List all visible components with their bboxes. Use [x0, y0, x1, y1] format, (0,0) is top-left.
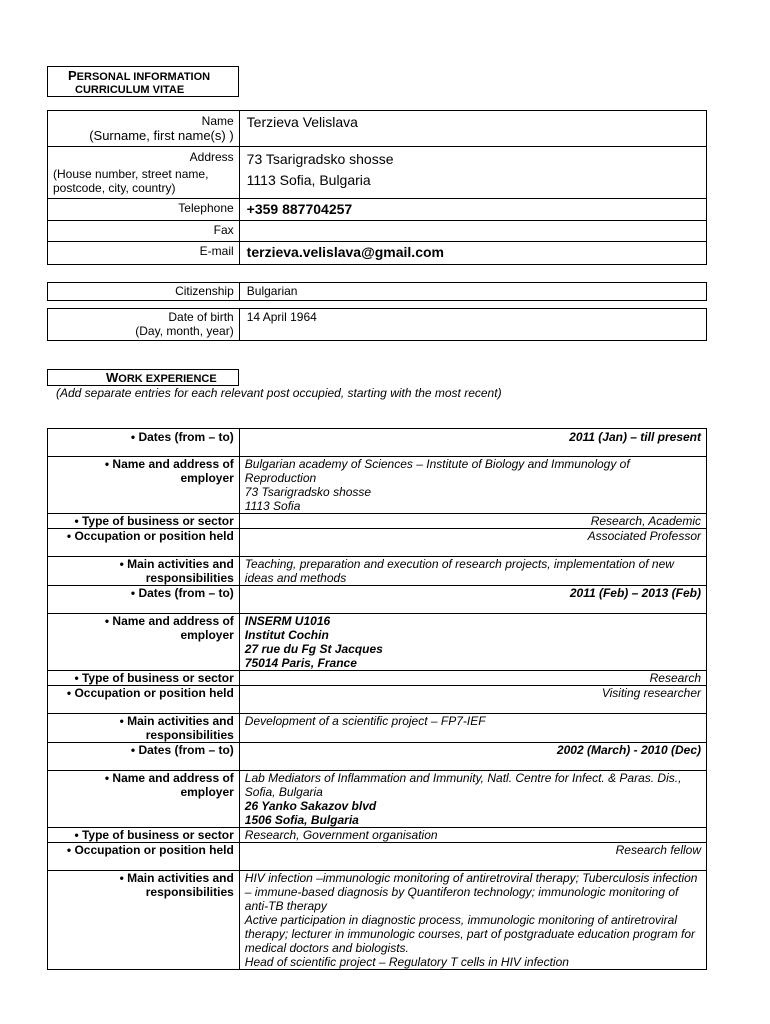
address-row [48, 147, 707, 199]
entry2-employer-row [48, 614, 707, 671]
telephone-value: +359 887704257 [239, 199, 706, 221]
entry2-dates-label: • Dates (from – to) [48, 586, 240, 614]
entry3-business: Research, Government organisation [239, 828, 706, 843]
entry1-dates: 2011 (Jan) – till present [239, 429, 706, 457]
entry3-business-row [48, 828, 707, 843]
name-label-cell [48, 111, 240, 147]
fax-row [48, 221, 707, 242]
email-row [48, 242, 707, 265]
entry3-occupation: Research fellow [239, 843, 706, 871]
entry3-employer-line: Lab Mediators of Inflammation and Immunity, Natl. Centre for Infect. & Paras. Dis., Sofia, Bulgaria [244, 771, 682, 799]
fax-value [239, 221, 706, 242]
address-label-cell [48, 147, 240, 199]
address-label: Address [189, 150, 234, 164]
work-experience-note: (Add separate entries for each relevant post occupied, starting with the most recent) [56, 386, 502, 400]
entry2-occupation-label: • Occupation or position held [48, 686, 240, 714]
entry3-occupation-label: • Occupation or position held [48, 843, 240, 871]
entry1-occupation-label: • Occupation or position held [48, 529, 240, 557]
personal-info-heading [47, 66, 239, 97]
entry2-employer-line: 75014 Paris, France [244, 656, 357, 670]
fax-label: Fax [48, 221, 240, 242]
address-sub-label: (House number, street name, postcode, city, country) [53, 167, 209, 195]
entry1-dates-label: • Dates (from – to) [48, 429, 240, 457]
entry2-occupation-row [48, 686, 707, 714]
entry1-employer-label: • Name and address of employer [48, 457, 240, 514]
birth-label-cell [48, 309, 240, 341]
entry2-employer-label: • Name and address of employer [48, 614, 240, 671]
entry3-dates: 2002 (March) - 2010 (Dec) [239, 743, 706, 771]
entry1-occupation-row [48, 529, 707, 557]
name-sub-label: (Surname, first name(s) ) [89, 128, 234, 143]
entry1-employer-line: Bulgarian academy of Sciences – Institute of Biology and Immunology of Reproduction [244, 457, 630, 485]
entry1-business: Research, Academic [239, 514, 706, 529]
entry2-business-label: • Type of business or sector [48, 671, 240, 686]
entry3-business-label: • Type of business or sector [48, 828, 240, 843]
entry1-occupation: Associated Professor [239, 529, 706, 557]
entry1-dates-row [48, 429, 707, 457]
entry1-activities-row [48, 557, 707, 586]
entry1-business-label: • Type of business or sector [48, 514, 240, 529]
entry2-occupation: Visiting researcher [239, 686, 706, 714]
name-row [48, 111, 707, 147]
citizenship-table [47, 282, 707, 301]
entry3-activities-line: Active participation in diagnostic process, immunologic monitoring of antiretroviral therapy; lecturer in immunologic courses, part of postgraduate education program for medical doctors and biologists. [244, 913, 696, 955]
entry2-employer-line: Institut Cochin [244, 628, 329, 642]
entry3-dates-label: • Dates (from – to) [48, 743, 240, 771]
cv-subheading: CURRICULUM VITAE [75, 84, 185, 96]
work-heading-cap: W [106, 370, 119, 385]
entry1-employer-line: 73 Tsarigradsko shosse [244, 485, 372, 499]
email-value: terzieva.velislava@gmail.com [239, 242, 706, 265]
entry3-dates-row [48, 743, 707, 771]
telephone-label: Telephone [48, 199, 240, 221]
entry3-activities-row [48, 871, 707, 970]
entry1-business-row [48, 514, 707, 529]
entry2-business: Research [239, 671, 706, 686]
entry2-activities: Development of a scientific project – FP7-IEF [239, 714, 706, 743]
entry2-employer [239, 614, 706, 671]
entry3-occupation-row [48, 843, 707, 871]
entry2-business-row [48, 671, 707, 686]
entry1-employer [239, 457, 706, 514]
birth-sub-label: (Day, month, year) [135, 324, 234, 338]
entry2-activities-label: • Main activities and responsibilities [48, 714, 240, 743]
entry3-activities-line: HIV infection –immunologic monitoring of antiretroviral therapy; Tuberculosis infection – immune-based diagnosis by Quantiferon technology; immunologic monitoring of anti-TB therapy [244, 871, 698, 913]
citizenship-label: Citizenship [48, 283, 240, 301]
entry1-activities: Teaching, preparation and execution of research projects, implementation of new ideas and methods [239, 557, 706, 586]
entry3-employer-line: 26 Yanko Sakazov blvd [244, 799, 377, 813]
entry3-activities [239, 871, 706, 970]
personal-info-table [47, 110, 707, 265]
citizenship-value: Bulgarian [239, 283, 706, 301]
name-label: Name [201, 114, 234, 128]
entry2-activities-row [48, 714, 707, 743]
entry2-dates-row [48, 586, 707, 614]
name-value: Terzieva Velislava [239, 111, 706, 147]
address-line2: 1113 Sofia, Bulgaria [246, 172, 371, 188]
personal-heading-rest: ERSONAL INFORMATION [76, 71, 211, 83]
email-label: E-mail [48, 242, 240, 265]
work-heading-rest: ORK EXPERIENCE [118, 373, 217, 385]
entry3-activities-line: Head of scientific project – Regulatory T cells in HIV infection [244, 955, 569, 969]
entry3-activities-label: • Main activities and responsibilities [48, 871, 240, 970]
birth-table [47, 308, 707, 341]
address-value [239, 147, 706, 199]
entry1-employer-row [48, 457, 707, 514]
telephone-row [48, 199, 707, 221]
address-line1: 73 Tsarigradsko shosse [246, 151, 394, 167]
entry2-employer-line: INSERM U1016 [244, 614, 331, 628]
entry1-activities-label: • Main activities and responsibilities [48, 557, 240, 586]
entry1-employer-line: 1113 Sofia [244, 499, 301, 513]
birth-value: 14 April 1964 [239, 309, 706, 341]
entry3-employer-row [48, 771, 707, 828]
entry2-employer-line: 27 rue du Fg St Jacques [244, 642, 383, 656]
entry3-employer-line: 1506 Sofia, Bulgaria [244, 813, 359, 827]
personal-heading-cap: P [68, 68, 77, 83]
entry3-employer [239, 771, 706, 828]
birth-label: Date of birth [168, 310, 234, 324]
work-experience-heading [47, 369, 239, 386]
work-experience-table [47, 428, 707, 970]
entry2-dates: 2011 (Feb) – 2013 (Feb) [239, 586, 706, 614]
entry3-employer-label: • Name and address of employer [48, 771, 240, 828]
